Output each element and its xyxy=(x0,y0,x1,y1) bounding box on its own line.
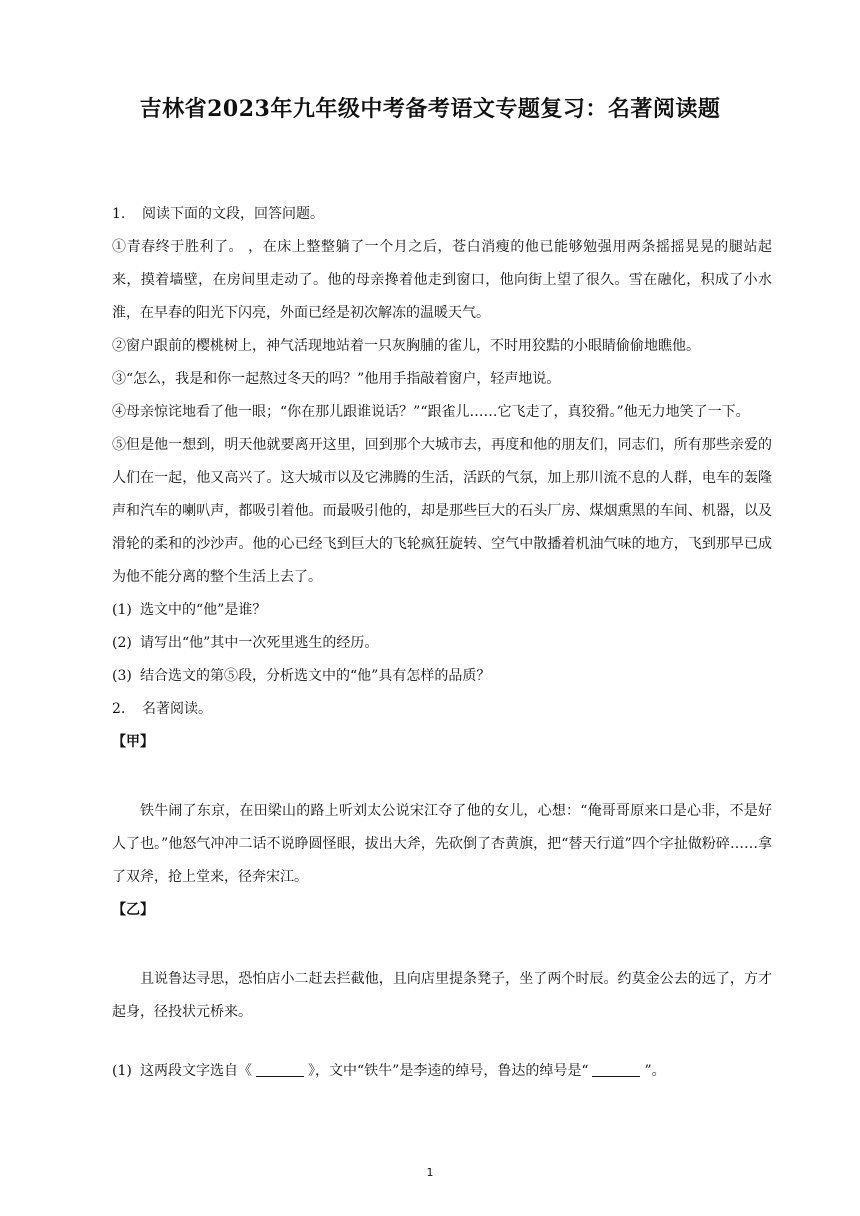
sub-question-text-part1: 这两段文字选自《 xyxy=(140,1063,252,1079)
sub-question-number: (3) xyxy=(112,668,132,684)
document-body xyxy=(112,198,772,1088)
sub-question-number: (2) xyxy=(112,635,132,651)
sub-question-2-1 xyxy=(112,1055,772,1088)
passage-paragraph-3: ③“怎么，我是和你一起熬过冬天的吗？”他用手指敲着窗户，轻声地说。 xyxy=(112,371,561,387)
sub-question-number: (1) xyxy=(112,1063,132,1079)
page-title: 吉林省2023年九年级中考备考语文专题复习：名著阅读题 xyxy=(139,96,721,122)
spacer xyxy=(112,927,772,963)
spacer xyxy=(112,759,772,795)
sub-question-number: (1) xyxy=(112,602,132,618)
sub-question-text-part3: ”。 xyxy=(644,1063,666,1079)
sub-question-text: 请写出“他”其中一次死里逃生的经历。 xyxy=(140,635,379,651)
sub-question-text: 选文中的“他”是谁？ xyxy=(140,602,267,618)
question-stem-text: 名著阅读。 xyxy=(142,701,212,717)
spacer xyxy=(112,1029,772,1055)
sub-question-2 xyxy=(112,627,772,660)
passage-paragraph-5: ⑤但是他一想到，明天他就要离开这里，回到那个大城市去，再度和他的朋友们，同志们，所有那些亲爱的人们在一起，他又高兴了。这大城市以及它沸腾的生活，活跃的气氛，加上那川流不息的人群，电车的轰隆声和汽车的喇叭声，都吸引着他。而最吸引他的，却是那些巨大的石头厂房、煤烟熏黑的车间、机器，以及滑轮的柔和的沙沙声。他的心已经飞到巨大的飞轮疯狂旋转、空气中散播着机油气味的地方，飞到那早已成为他不能分离的整个生活上去了。 xyxy=(112,437,772,585)
page-number: 1 xyxy=(426,1166,434,1179)
passage-paragraph-4: ④母亲惊诧地看了他一眼；“你在那儿跟谁说话？”“跟雀儿……它飞走了，真狡猾。”他无力地笑了一下。 xyxy=(112,404,750,420)
sub-question-1 xyxy=(112,594,772,627)
sub-question-text-part2: 》，文中“铁牛”是李逵的绰号，鲁达的绰号是“ xyxy=(308,1063,589,1079)
section-label-yi: 【乙】 xyxy=(112,902,154,918)
sub-question-text: 结合选文的第⑤段，分析选文中的“他”具有怎样的品质？ xyxy=(140,668,491,684)
question-stem-text: 阅读下面的文段，回答问题。 xyxy=(142,206,324,222)
section-label-jia: 【甲】 xyxy=(112,734,154,750)
passage-yi: 且说鲁达寻思，恐怕店小二赶去拦截他，且向店里提条凳子，坐了两个时辰。约莫金公去的远了，方才起身，径投状元桥来。 xyxy=(112,971,772,1020)
question-number: 2. xyxy=(112,701,126,717)
answer-blank-nickname[interactable] xyxy=(592,1062,640,1077)
passage-paragraph-1: ①青春终于胜利了。 ，在床上整整躺了一个月之后，苍白消瘦的他已能够勉强用两条摇摇晃晃的腿站起来，摸着墙壁，在房间里走动了。他的母亲搀着他走到窗口，他向街上望了很久。雪在融化，积成了小水淮，在早春的阳光下闪亮，外面已经是初次解冻的温暖天气。 xyxy=(112,239,772,321)
answer-blank-book[interactable] xyxy=(256,1062,304,1077)
passage-paragraph-2: ②窗户跟前的樱桃树上，神气活现地站着一只灰胸脯的雀儿，不时用狡黠的小眼睛偷偷地瞧他。 xyxy=(112,338,700,354)
sub-question-3 xyxy=(112,660,772,693)
question-2-stem xyxy=(112,693,772,726)
question-number: 1. xyxy=(112,206,126,222)
passage-jia: 铁牛闹了东京，在田梁山的路上听刘太公说宋江夺了他的女儿，心想：“俺哥哥原来口是心非，不是好人了也。”他怒气冲冲二话不说睁圆怪眼，拔出大斧，先砍倒了杏黄旗，把“替天行道”四个字扯做粉碎……拿了双斧，抢上堂来，径奔宋江。 xyxy=(112,803,772,885)
question-1-stem xyxy=(112,198,772,231)
